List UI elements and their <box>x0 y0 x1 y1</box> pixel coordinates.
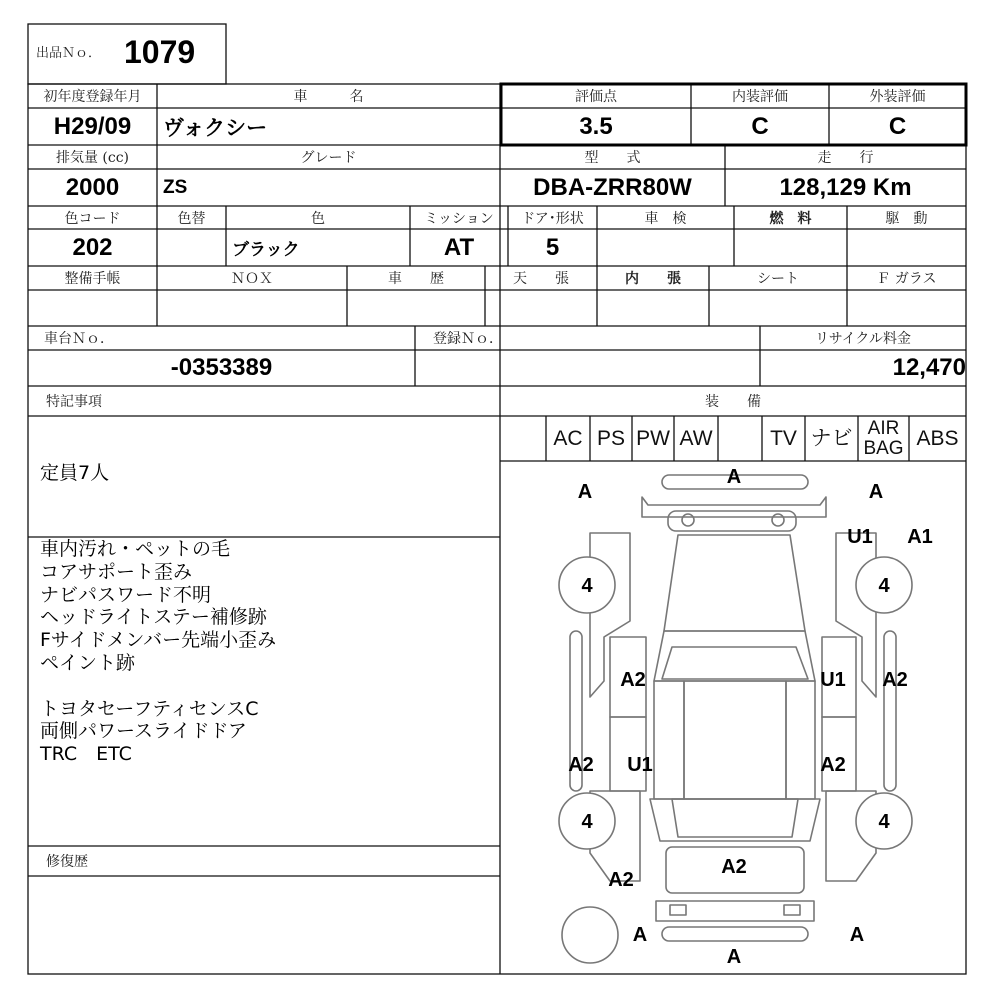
model-code-value: DBA-ZRR80W <box>533 173 692 201</box>
equipment-item-ps: PS <box>596 426 625 450</box>
car-name-value: ヴォクシー <box>163 116 268 140</box>
tire-rear-left-grade: 4 <box>581 811 593 833</box>
right-side-sill-shape <box>884 631 896 791</box>
interior-trim-label: 内 張 <box>625 271 681 287</box>
repair-history-value <box>28 876 500 974</box>
nox-label: ＮＯＸ <box>231 271 273 287</box>
interior-trim-value <box>597 290 709 326</box>
damage-right-front-door: U1 <box>820 669 846 691</box>
registration-value: H29/09 <box>53 112 132 140</box>
chassis-label: 車台Ｎｏ． <box>44 331 114 347</box>
color-label: 色 <box>311 210 325 227</box>
rear-bumper-shape <box>662 927 808 941</box>
equipment-item-tv: TV <box>770 426 797 450</box>
door-value: 5 <box>545 233 560 261</box>
seat-label: シート <box>757 271 799 287</box>
registration-no-value <box>415 350 760 386</box>
damage-rear-left: A <box>632 924 648 946</box>
damage-left-front-door: A2 <box>620 669 646 691</box>
mileage-label: 走 行 <box>817 150 874 166</box>
car-damage-diagram <box>500 461 966 974</box>
damage-rear: A <box>726 946 742 968</box>
grade-value: ZS <box>163 176 188 198</box>
damage-left-rear-door: U1 <box>627 754 653 776</box>
damage-right-front-panel: A2 <box>882 669 908 691</box>
color-code-label: 色コード <box>64 210 121 227</box>
windshield-shape <box>654 631 815 681</box>
drive-value <box>847 229 966 266</box>
displacement-label: 排気量 (cc) <box>55 150 130 166</box>
damage-rear-right: A <box>849 924 865 946</box>
inspection-label: 車 検 <box>644 210 687 227</box>
exterior-label: 外装評価 <box>869 89 926 105</box>
remarks-capacity: 定員7人 <box>40 462 110 484</box>
recycle-fee-label: リサイクル料金 <box>814 331 912 347</box>
equipment-item-ac: AC <box>553 426 583 450</box>
headliner-value <box>485 290 597 326</box>
grade-label: グレード <box>300 150 357 166</box>
headliner-label: 天 張 <box>513 271 569 287</box>
registration-label: 初年度登録年月 <box>43 89 142 105</box>
score-label: 評価点 <box>575 89 617 105</box>
damage-left-rear-panel: A2 <box>568 754 594 776</box>
front-glass-value <box>847 290 966 326</box>
lot-number: 1079 <box>124 33 196 70</box>
displacement-value: 2000 <box>65 173 120 201</box>
remarks-body: 車内汚れ・ペットの毛 コアサポート歪み ナビパスワード不明 ヘッドライトステー補修跡 Fサイドメンバー先端小歪み ペイント跡 トヨタセーフティセンスC 両側パワースライドドア TRC ETC <box>40 538 277 766</box>
damage-right-front-corner: A1 <box>907 526 933 548</box>
roof-shape <box>684 681 786 799</box>
maintenance-book-value <box>28 290 157 326</box>
damage-right-front-upper: U1 <box>847 526 873 548</box>
inspection-value <box>597 229 734 266</box>
rear-lamp-bar-shape <box>656 901 814 921</box>
score-value: 3.5 <box>579 112 613 140</box>
equipment-item-pw: PW <box>636 426 670 450</box>
exterior-value: C <box>888 112 907 140</box>
hood-shape <box>664 535 805 631</box>
door-label: ドア･形状 <box>521 210 584 227</box>
tire-front-left-grade: 4 <box>581 575 593 597</box>
damage-rear-left-quarter: A2 <box>608 869 634 891</box>
color-code-value: 202 <box>72 233 113 261</box>
registration-no-label: 登録Ｎｏ． <box>433 331 503 347</box>
damage-rear-hatch: A2 <box>721 856 747 878</box>
equipment-item-blank-2 <box>718 416 762 461</box>
equipment-item-airbag: AIR BAG <box>863 417 904 459</box>
seat-value <box>709 290 847 326</box>
recycle-fee-value: 12,470 <box>892 354 966 381</box>
drive-label: 駆 動 <box>885 210 928 227</box>
color-change-label: 色替 <box>177 210 206 227</box>
damage-front-right: A <box>868 481 884 503</box>
interior-value: C <box>751 112 769 140</box>
car-name-label: 車 名 <box>293 89 364 105</box>
history-label: 車 歴 <box>388 271 444 287</box>
nox-value <box>157 290 347 326</box>
tire-rear-right-grade: 4 <box>878 811 890 833</box>
mileage-value: 128,129 Km <box>779 173 912 201</box>
mission-value: AT <box>443 233 475 261</box>
history-value <box>347 290 485 326</box>
equipment-item-blank-1 <box>500 416 546 461</box>
damage-front-left: A <box>577 481 593 503</box>
maintenance-book-label: 整備手帳 <box>64 271 121 287</box>
model-code-label: 型 式 <box>584 150 641 166</box>
spare-tire-shape <box>562 907 618 963</box>
damage-front: A <box>726 466 742 488</box>
color-change-value <box>157 229 226 266</box>
fuel-label: 燃 料 <box>769 210 812 227</box>
equipment-label: 装 備 <box>705 394 761 410</box>
equipment-item-aw: AW <box>679 426 713 450</box>
front-glass-label: Ｆ ガラス <box>876 271 937 287</box>
fuel-value <box>734 229 847 266</box>
color-value: ブラック <box>232 240 300 259</box>
remarks-label: 特記事項 <box>46 394 102 410</box>
equipment-item-abs: ABS <box>916 426 959 450</box>
damage-right-rear-door: A2 <box>820 754 846 776</box>
chassis-value: -0353389 <box>170 354 273 381</box>
repair-history-label: 修復歴 <box>46 854 88 870</box>
mission-label: ミッション <box>424 210 494 227</box>
lot-label: 出品Ｎｏ． <box>36 45 102 61</box>
rear-glass-shape <box>672 799 798 837</box>
tire-front-right-grade: 4 <box>878 575 890 597</box>
interior-label: 内装評価 <box>732 89 788 105</box>
equipment-item-navi: ナビ <box>810 426 853 450</box>
